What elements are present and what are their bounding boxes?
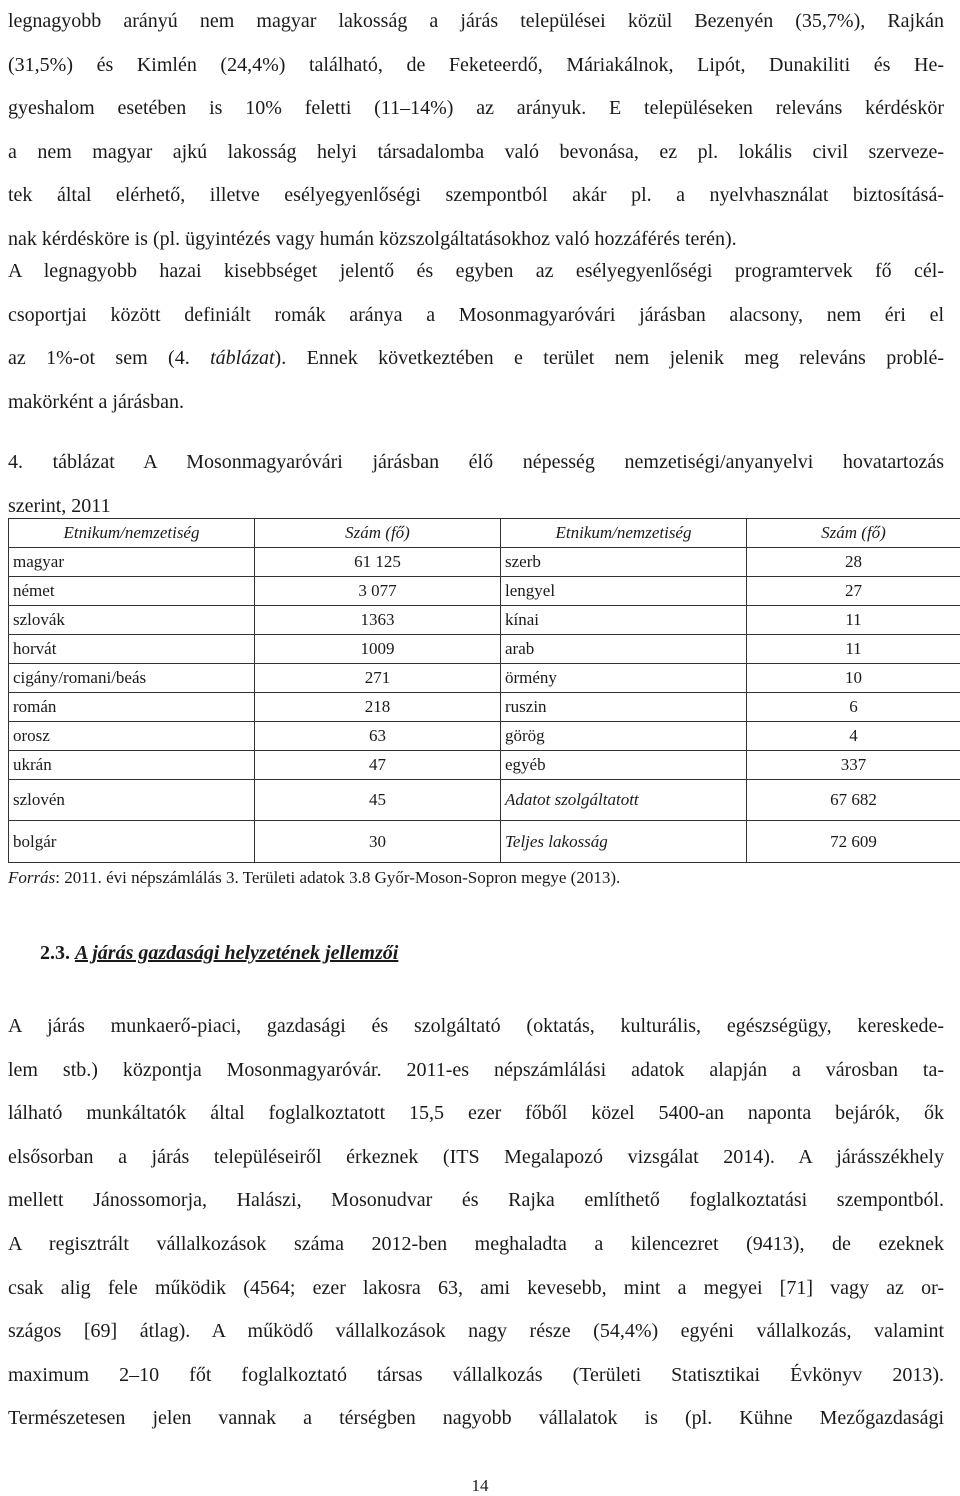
section-number: 2.3. [40,942,70,964]
table-source [8,868,620,888]
text-line: A legnagyobb hazai kisebbséget jelentő és egyben az esélyegyenlőségi programtervek fő cél- [8,260,944,282]
text-line [8,337,944,381]
table-reference: táblázat [210,347,275,370]
text-segment: az 1%-ot sem (4. [8,347,211,370]
table-cell: 67 682 [747,780,960,821]
text-line: maximum 2–10 főt foglalkoztató társas vállalkozás (Területi Statisztikai Évkönyv 2013). [8,1363,944,1386]
population-table [8,518,960,863]
table-cell: 1009 [255,635,501,664]
table-cell: 6 [747,693,960,722]
caption-line: szerint, 2011 [8,495,111,517]
table-cell: román [9,693,255,722]
table-row [9,751,960,780]
text-line: nak kérdésköre is (pl. ügyintézés vagy humán közszolgáltatásokhoz való hozzáférés terén). [8,227,737,250]
text-line: csoportjai között definiált romák aránya a Mosonmagyaróvári járásban alacsony, nem éri el [8,303,944,326]
table-cell: 11 [747,635,960,664]
source-label: Forrás [8,868,56,887]
table-cell: német [9,577,255,606]
caption-line: 4. táblázat A Mosonmagyaróvári járásban élő népesség nemzetiségi/anyanyelvi hovatartozás [8,451,944,473]
text-line: lálható munkáltatók által foglalkoztatott 15,5 ezer főből közel 5400-an naponta bejárók, ők [8,1102,944,1125]
table-row [9,664,960,693]
column-header: Etnikum/nemzetiség [9,519,255,548]
table-cell: 72 609 [747,821,960,863]
table-cell: 45 [255,780,501,821]
table-cell: ukrán [9,751,255,780]
paragraph-roma [8,250,944,424]
source-text: : 2011. évi népszámlálás 3. Területi adatok 3.8 Győr-Moson-Sopron megye (2013). [55,868,621,887]
table-row [9,780,960,821]
table-cell: arab [501,635,747,664]
table-row [9,548,960,577]
text-line: mellett Jánossomorja, Halászi, Mosonudvar és Rajka említhető foglalkoztatási szempontból. [8,1189,944,1212]
column-header: Szám (fő) [747,519,960,548]
table-cell: 11 [747,606,960,635]
text-line: gyeshalom esetében is 10% feletti (11–14%) az arányuk. E településeken releváns kérdéskör [8,97,944,120]
table-cell: 27 [747,577,960,606]
table-cell: 47 [255,751,501,780]
table-cell: kínai [501,606,747,635]
table-cell: görög [501,722,747,751]
text-line: A járás munkaerő-piaci, gazdasági és szolgáltató (oktatás, kulturális, egészségügy, kereskede- [8,1015,944,1037]
page-number: 14 [471,1476,489,1495]
table-header-row [9,519,960,548]
text-line: (31,5%) és Kimlén (24,4%) található, de Feketeerdő, Máriakálnok, Lipót, Dunakiliti és He- [8,53,944,76]
table-cell: 218 [255,693,501,722]
table-row [9,693,960,722]
table-cell: Adatot szolgáltatott [501,780,747,821]
table-cell: 337 [747,751,960,780]
table-cell: cigány/romani/beás [9,664,255,693]
section-heading [8,942,398,965]
table-cell: 271 [255,664,501,693]
text-line: legnagyobb arányú nem magyar lakosság a járás települései közül Bezenyén (35,7%), Rajkán [8,10,944,32]
text-line: makörként a járásban. [8,390,185,413]
column-header: Etnikum/nemzetiség [501,519,747,548]
table-cell: örmény [501,664,747,693]
table-cell: szlovák [9,606,255,635]
text-line: A regisztrált vállalkozások száma 2012-ben meghaladta a kilencezret (9413), de ezeknek [8,1232,944,1255]
text-line: a nem magyar ajkú lakosság helyi társadalomba való bevonása, ez pl. lokális civil szerveze- [8,140,944,163]
table-cell: bolgár [9,821,255,863]
table-cell: 3 077 [255,577,501,606]
text-line: Természetesen jelen vannak a térségben nagyobb vállalatok is (pl. Kühne Mezőgazdasági [8,1407,944,1430]
paragraph-minorities [8,0,944,262]
paragraph-economy [8,1005,944,1441]
text-segment: ). Ennek következtében e terület nem jelenik meg releváns problé- [274,347,944,370]
text-line: csak alig fele működik (4564; ezer lakosra 63, ami kevesebb, mint a megyei [71] vagy az or- [8,1276,944,1299]
column-header: Szám (fő) [255,519,501,548]
table-cell: 4 [747,722,960,751]
table-cell: 1363 [255,606,501,635]
table-cell: horvát [9,635,255,664]
table-cell: lengyel [501,577,747,606]
table-row [9,606,960,635]
table-cell: egyéb [501,751,747,780]
table-cell: 30 [255,821,501,863]
section-title: A járás gazdasági helyzetének jellemzői [75,942,399,964]
table-row [9,722,960,751]
table-cell: Teljes lakosság [501,821,747,863]
table-row [9,635,960,664]
table-cell: 28 [747,548,960,577]
table-total-row [9,821,960,863]
table-cell: 61 125 [255,548,501,577]
table-row [9,577,960,606]
table-cell: 63 [255,722,501,751]
table-cell: orosz [9,722,255,751]
text-line: lem stb.) központja Mosonmagyaróvár. 2011-es népszámlálási adatok alapján a városban ta- [8,1058,944,1081]
table-cell: szerb [501,548,747,577]
table-cell: szlovén [9,780,255,821]
text-line: szágos [69] átlag). A működő vállalkozások nagy része (54,4%) egyéni vállalkozás, valamint [8,1320,944,1343]
text-line: elsősorban a járás településeiről érkeznek (ITS Megalapozó vizsgálat 2014). A járásszékhely [8,1145,944,1168]
table-cell: ruszin [501,693,747,722]
table-caption [8,440,944,528]
table-cell: 10 [747,664,960,693]
text-line: tek által elérhető, illetve esélyegyenlőségi szempontból akár pl. a nyelvhasználat biztosításá- [8,184,944,207]
table-cell: magyar [9,548,255,577]
